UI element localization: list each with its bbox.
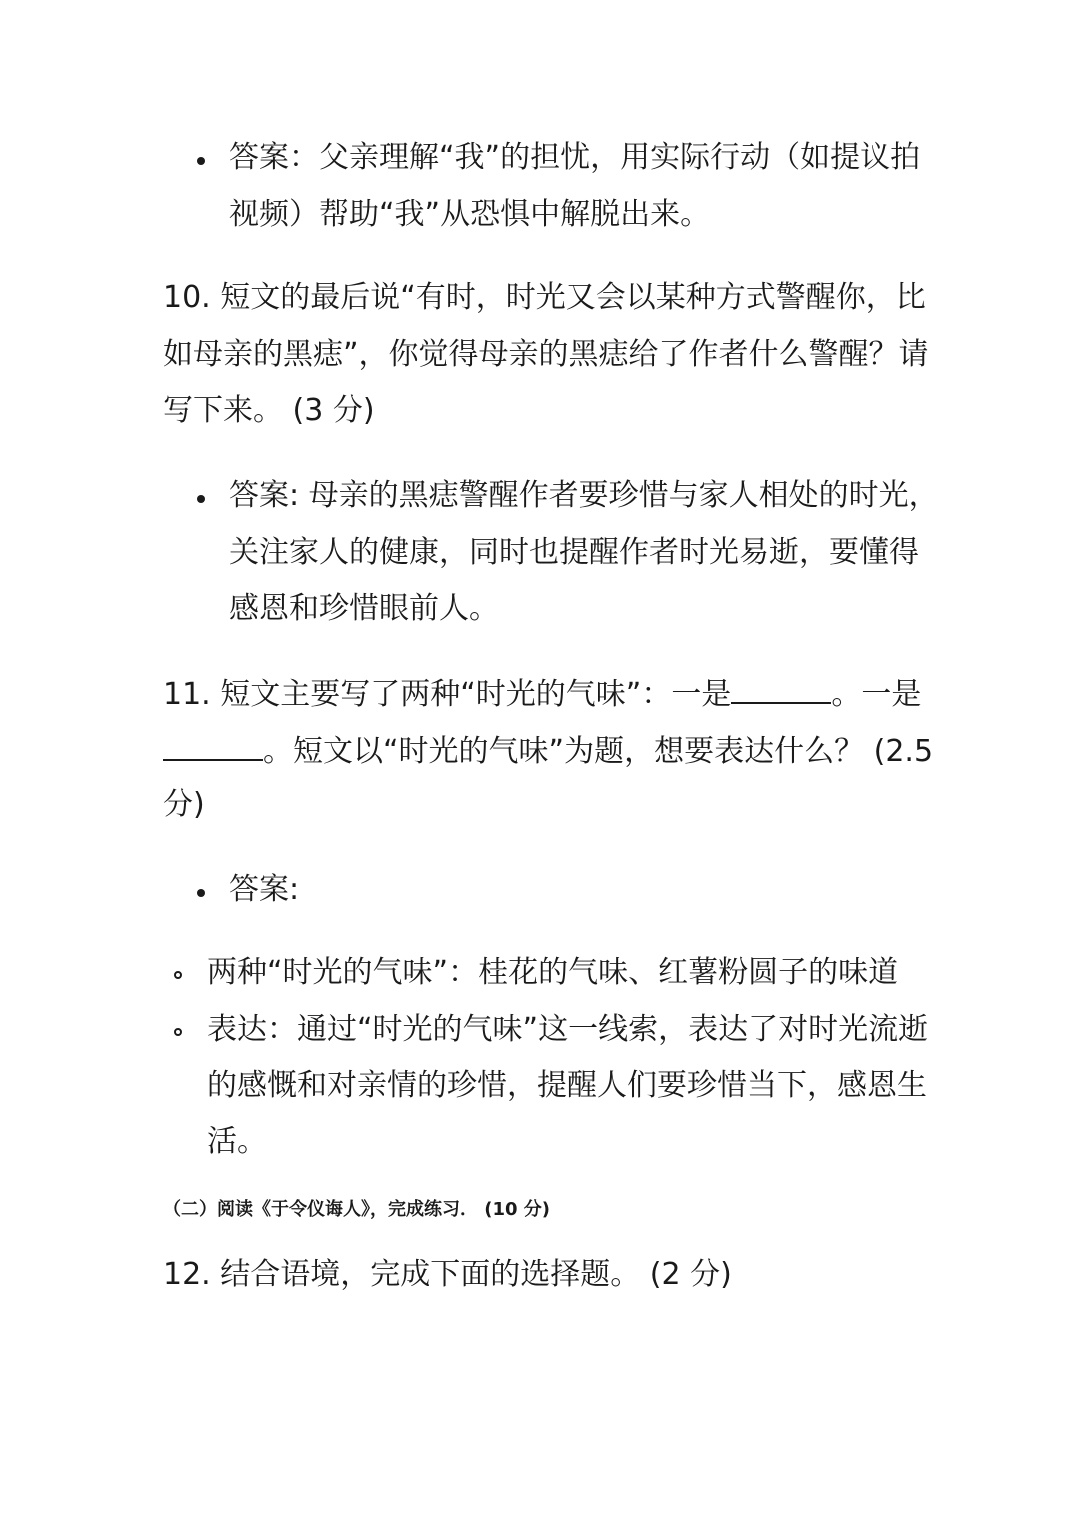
section2-title: （二）阅读《于令仪诲人》，完成练习． (10 分) [163, 1199, 551, 1220]
bullet-icon [197, 157, 205, 165]
bullet-icon [197, 495, 205, 503]
q11-blank-2 [163, 729, 263, 761]
q11-line3: 分) [163, 787, 205, 822]
q10-line1: 10. 短文的最后说“有时，时光又会以某种方式警醒你，比 [163, 280, 926, 315]
q11-line2 [163, 729, 933, 772]
q11-line1-end: 。一是 [831, 677, 922, 712]
bullet-icon [197, 889, 205, 897]
q11-blank-1 [731, 672, 831, 704]
q11-answer-sub1: 两种“时光的气味”：桂花的气味、红薯粉圆子的味道 [207, 955, 899, 990]
q11-answer-sub2-line2: 的感慨和对亲情的珍惜，提醒人们要珍惜当下，感恩生 [207, 1068, 927, 1103]
q10-answer-line3: 感恩和珍惜眼前人。 [229, 591, 499, 626]
q12-line1: 12. 结合语境，完成下面的选择题。 (2 分) [163, 1257, 732, 1292]
q11-answer-label: 答案: [229, 872, 300, 907]
circle-bullet-icon [174, 1028, 182, 1036]
q9-answer-line1: 答案：父亲理解“我”的担忧，用实际行动（如提议拍 [229, 140, 921, 175]
q10-line2: 如母亲的黑痣”，你觉得母亲的黑痣给了作者什么警醒？请 [163, 337, 929, 372]
q9-answer-line2: 视频）帮助“我”从恐惧中解脱出来。 [229, 197, 711, 232]
q11-line2-text: 。短文以“时光的气味”为题，想要表达什么？ (2.5 [263, 734, 934, 769]
circle-bullet-icon [174, 971, 182, 979]
q11-line1 [163, 672, 921, 715]
q10-answer-line2: 关注家人的健康，同时也提醒作者时光易逝，要懂得 [229, 535, 919, 570]
q11-answer-sub2-line1: 表达：通过“时光的气味”这一线索，表达了对时光流逝 [207, 1012, 929, 1047]
q10-answer-line1: 答案: 母亲的黑痣警醒作者要珍惜与家人相处的时光， [229, 478, 939, 513]
q10-line3: 写下来。 (3 分) [163, 393, 375, 428]
q11-line1-text: 11. 短文主要写了两种“时光的气味”：一是 [163, 677, 732, 712]
q11-answer-sub2-line3: 活。 [207, 1124, 267, 1159]
